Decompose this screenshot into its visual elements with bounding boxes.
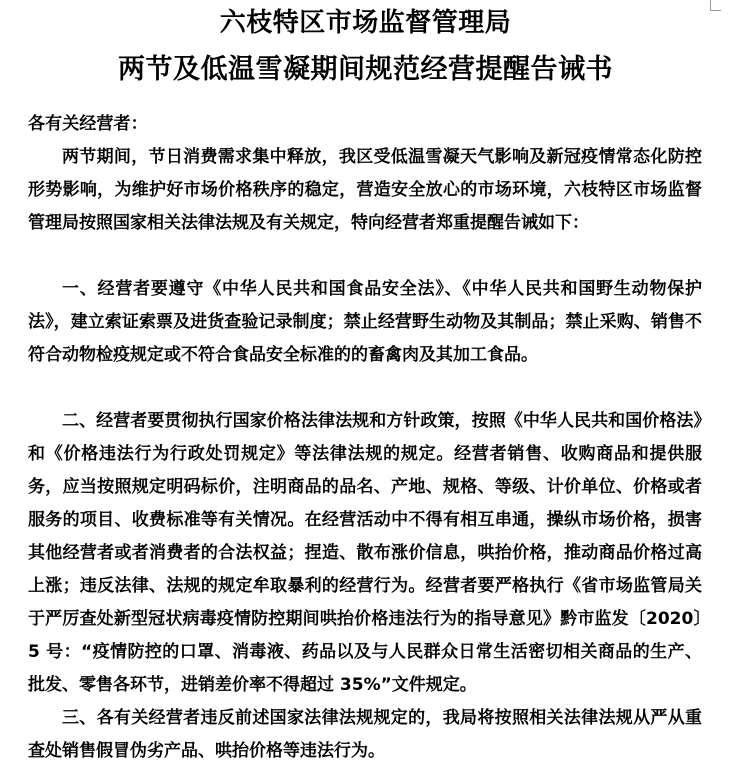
issuer-title: 六枝特区市场监督管理局 [219, 8, 512, 38]
paragraph-item-3: 三、各有关经营者违反前述国家法律法规规定的，我局将按照相关法律法规从严从重查处销售假冒伪劣产品、哄抬价格等违法行为。 [28, 708, 702, 761]
paragraph-item-2: 二、经营者要贯彻执行国家价格法律法规和方针政策，按照《中华人民共和国价格法》和《价格违法行为行政处罚规定》等法律法规的规定。经营者销售、收购商品和提供服务，应当按照规定明码标价，注明商品的品名、产地、规格、等级、计价单位、价格或者服务的项目、收费标准等有关情况。在经营活动中不得有相互串通，操纵市场价格，损害其他经营者或者消费者的合法权益；捏造、散布涨价信息，哄抬价格，推动商品价格过高上涨；违反法律、法规的规定牟取暴利的经营行为。经营者要严格执行《省市场监管局关于严厉查处新型冠状病毒疫情防控期间哄抬价格违法行为的指导意见》黔市监发〔2020〕5 号：“疫情防控的口罩、消毒液、药品以及与人民群众日常生活密切相关商品的生产、批发、零售各环节，进销差价率不得超过 35%”文件规定。 [28, 411, 702, 695]
salutation: 各有关经营者： [28, 114, 148, 134]
paragraph-item-1: 一、经营者要遵守《中华人民共和国食品安全法》、《中华人民共和国野生动物保护法》，建立索证索票及进货查验记录制度；禁止经营野生动物及其制品；禁止采购、销售不符合动物检疫规定或不符合食品安全标准的的畜禽肉及其加工食品。 [28, 279, 702, 365]
document-title: 两节及低温雪凝期间规范经营提醒告诫书 [118, 54, 613, 85]
paragraph-intro: 两节期间，节日消费需求集中释放，我区受低温雪凝天气影响及新冠疫情常态化防控形势影响，为维护好市场价格秩序的稳定，营造安全放心的市场环境，六枝特区市场监督管理局按照国家相关法律法规及有关规定，特向经营者郑重提醒告诫如下： [28, 147, 702, 233]
